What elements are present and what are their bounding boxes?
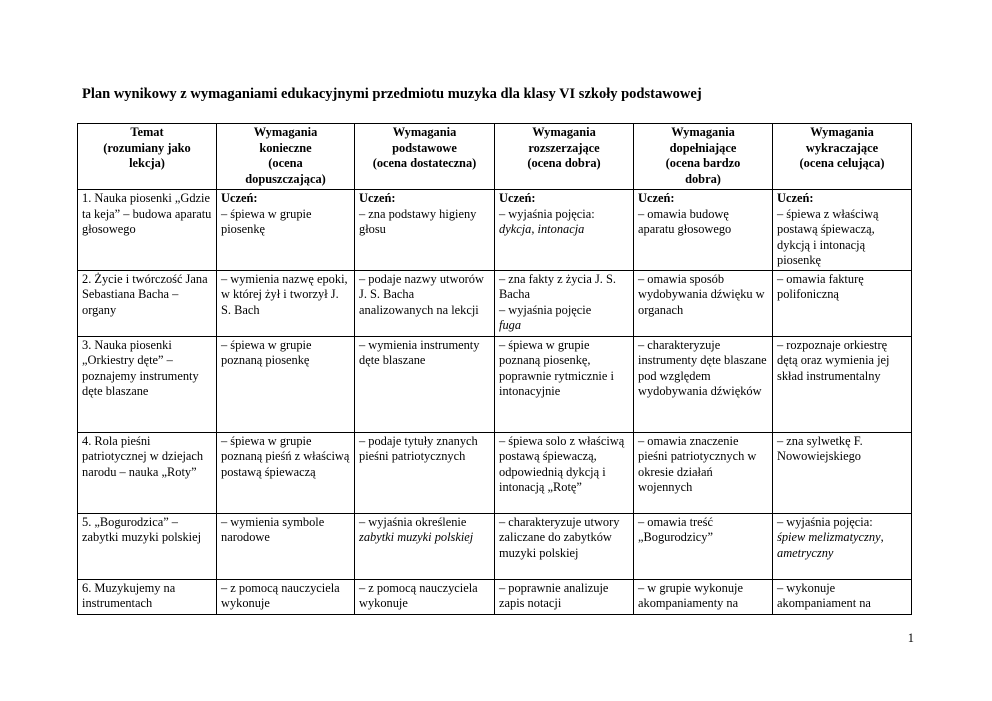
topic-cell: 5. „Bogurodzica” – zabytki muzyki polskiej xyxy=(78,513,217,579)
topic-cell: 2. Życie i twórczość Jana Sebastiana Bacha – organy xyxy=(78,270,217,336)
requirement-cell: – śpiewa w grupie poznaną pieśń z właściwą postawą śpiewaczą xyxy=(217,432,355,513)
requirement-cell: – wymienia symbole narodowe xyxy=(217,513,355,579)
requirement-cell: Uczeń: – śpiewa w grupie piosenkę xyxy=(217,190,355,271)
table-row xyxy=(78,432,912,513)
requirement-cell: Uczeń: – śpiewa z właściwą postawą śpiewaczą, dykcją i intonacją piosenkę xyxy=(773,190,912,271)
header-supplementary: Wymagania dopełniające (ocena bardzo dobra) xyxy=(634,124,773,190)
requirement-cell: – charakteryzuje utwory zaliczane do zabytków muzyki polskiej xyxy=(495,513,634,579)
requirement-cell: – podaje nazwy utworów J. S. Bacha analizowanych na lekcji xyxy=(355,270,495,336)
requirement-cell: – wymienia nazwę epoki, w której żył i tworzył J. S. Bach xyxy=(217,270,355,336)
requirement-cell: – podaje tytuły znanych pieśni patriotycznych xyxy=(355,432,495,513)
requirement-cell: – z pomocą nauczyciela wykonuje xyxy=(217,579,355,614)
requirement-cell: – wykonuje akompaniament na xyxy=(773,579,912,614)
requirement-cell: – omawia fakturę polifoniczną xyxy=(773,270,912,336)
requirement-cell: Uczeń: – wyjaśnia pojęcia: dykcja, intonacja xyxy=(495,190,634,271)
table-row xyxy=(78,190,912,271)
header-beyond: Wymagania wykraczające (ocena celująca) xyxy=(773,124,912,190)
table-row xyxy=(78,270,912,336)
requirement-cell: – wymienia instrumenty dęte blaszane xyxy=(355,336,495,432)
header-required: Wymagania konieczne (ocena dopuszczająca) xyxy=(217,124,355,190)
requirement-cell: – omawia treść „Bogurodzicy” xyxy=(634,513,773,579)
table-header-row xyxy=(78,124,912,190)
requirements-table xyxy=(77,123,912,615)
requirement-cell: – wyjaśnia pojęcia: śpiew melizmatyczny, ametryczny xyxy=(773,513,912,579)
requirement-cell: – w grupie wykonuje akompaniamenty na xyxy=(634,579,773,614)
requirement-cell: – rozpoznaje orkiestrę dętą oraz wymienia jej skład instrumentalny xyxy=(773,336,912,432)
requirement-cell: Uczeń: – zna podstawy higieny głosu xyxy=(355,190,495,271)
topic-cell: 1. Nauka piosenki „Gdzie ta keja” – budowa aparatu głosowego xyxy=(78,190,217,271)
requirement-cell: – omawia znaczenie pieśni patriotycznych w okresie działań wojennych xyxy=(634,432,773,513)
requirement-cell: – z pomocą nauczyciela wykonuje xyxy=(355,579,495,614)
requirement-cell: Uczeń: – omawia budowę aparatu głosowego xyxy=(634,190,773,271)
requirement-cell: – zna sylwetkę F. Nowowiejskiego xyxy=(773,432,912,513)
table-row xyxy=(78,579,912,614)
table-row xyxy=(78,336,912,432)
requirement-cell: – śpiewa solo z właściwą postawą śpiewaczą, odpowiednią dykcją i intonacją „Rotę” xyxy=(495,432,634,513)
requirement-cell: – poprawnie analizuje zapis notacji xyxy=(495,579,634,614)
requirement-cell: – charakteryzuje instrumenty dęte blaszane pod względem wydobywania dźwięków xyxy=(634,336,773,432)
header-basic: Wymagania podstawowe (ocena dostateczna) xyxy=(355,124,495,190)
requirement-cell: – śpiewa w grupie poznaną piosenkę, poprawnie rytmicznie i intonacyjnie xyxy=(495,336,634,432)
requirement-cell: – śpiewa w grupie poznaną piosenkę xyxy=(217,336,355,432)
header-extended: Wymagania rozszerzające (ocena dobra) xyxy=(495,124,634,190)
document-title: Plan wynikowy z wymaganiami edukacyjnymi przedmiotu muzyka dla klasy VI szkoły podstawowej xyxy=(82,86,702,102)
page-number: 1 xyxy=(907,631,914,645)
requirement-cell: – wyjaśnia określenie zabytki muzyki polskiej xyxy=(355,513,495,579)
table-row xyxy=(78,513,912,579)
requirement-cell: – omawia sposób wydobywania dźwięku w organach xyxy=(634,270,773,336)
header-topic: Temat (rozumiany jako lekcja) xyxy=(78,124,217,190)
topic-cell: 4. Rola pieśni patriotycznej w dziejach narodu – nauka „Roty” xyxy=(78,432,217,513)
topic-cell: 6. Muzykujemy na instrumentach xyxy=(78,579,217,614)
requirement-cell: – zna fakty z życia J. S. Bacha – wyjaśnia pojęcie fuga xyxy=(495,270,634,336)
topic-cell: 3. Nauka piosenki „Orkiestry dęte” – poznajemy instrumenty dęte blaszane xyxy=(78,336,217,432)
